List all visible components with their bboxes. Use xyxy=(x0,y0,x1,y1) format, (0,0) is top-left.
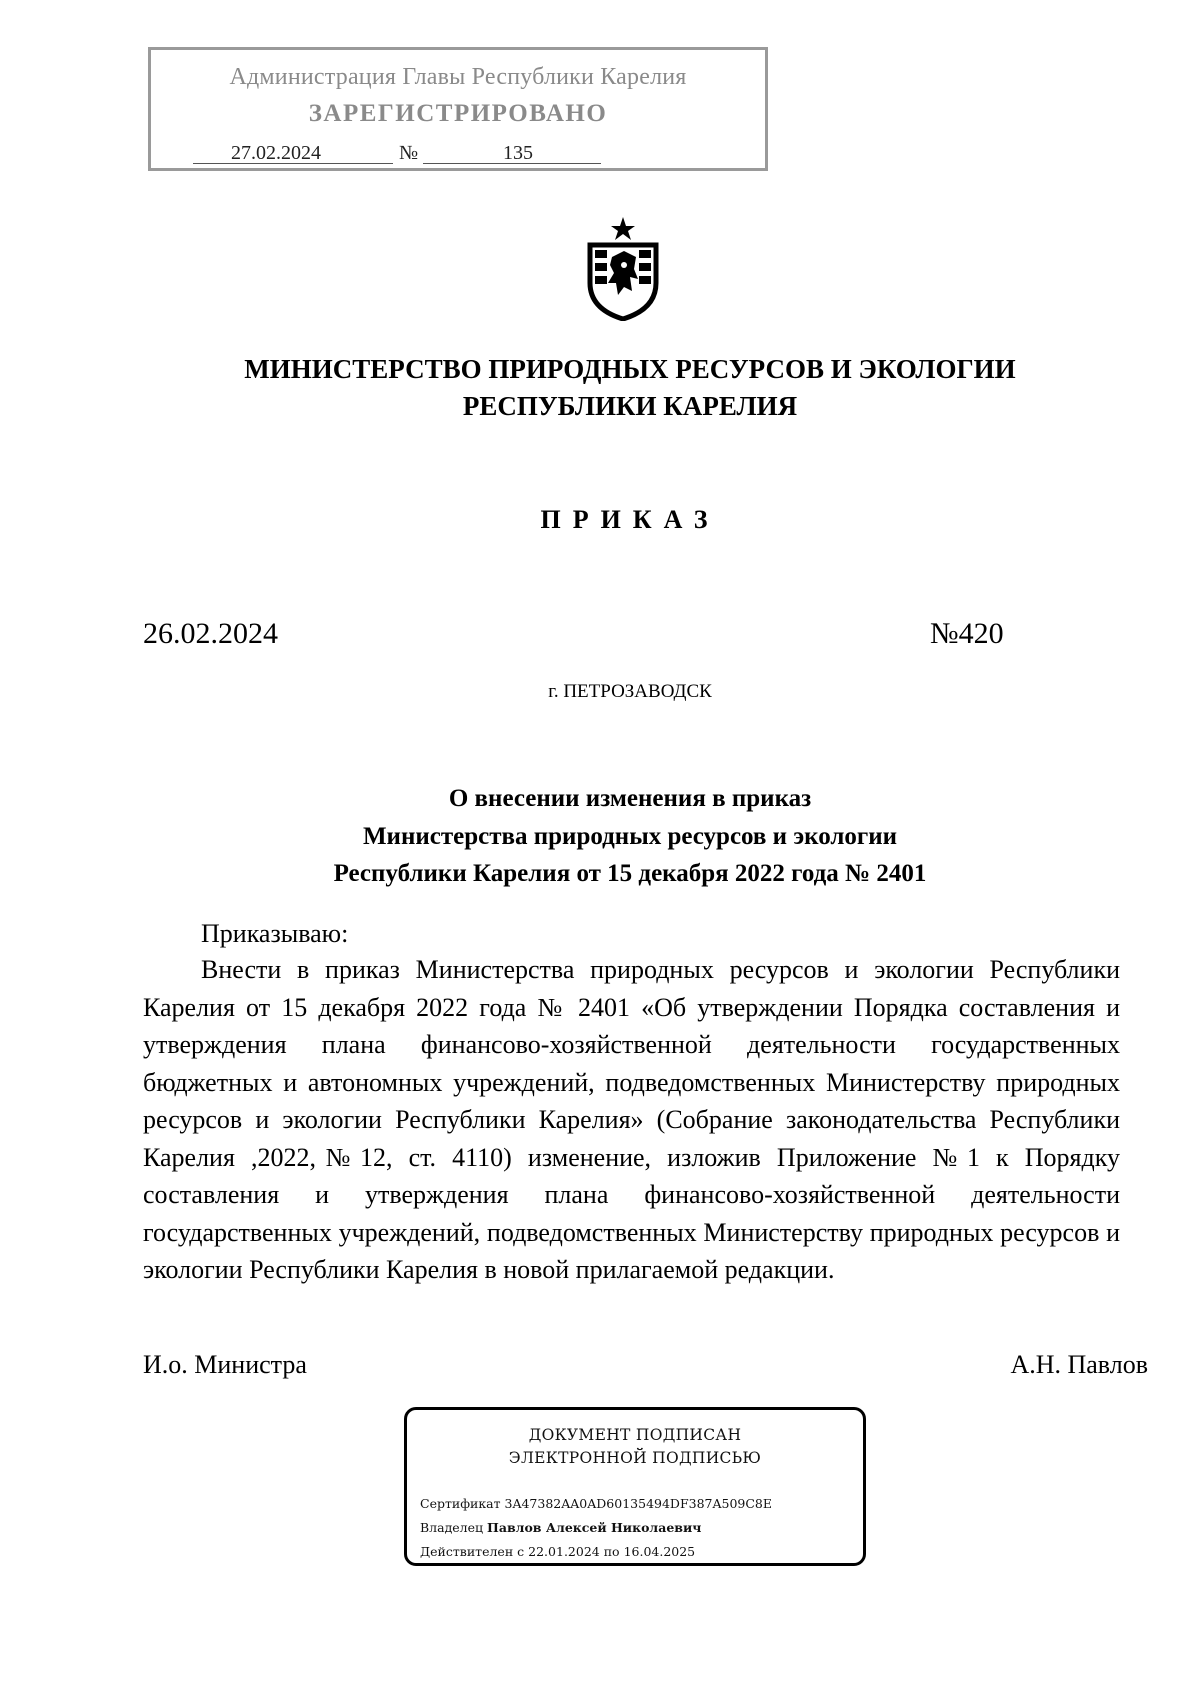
ministry-name-line1: МИНИСТЕРСТВО ПРИРОДНЫХ РЕСУРСОВ И ЭКОЛОГИИ xyxy=(244,354,1016,384)
registration-organization: Администрация Главы Республики Карелия xyxy=(229,64,687,90)
registration-number-label: № xyxy=(399,142,419,164)
document-date: 26.02.2024 xyxy=(143,617,278,650)
registration-stamp xyxy=(148,47,768,171)
subject-line3: Республики Карелия от 15 декабря 2022 года № 2401 xyxy=(333,860,927,887)
esig-owner xyxy=(420,1520,701,1535)
esig-valid-from: 22.01.2024 xyxy=(528,1544,600,1559)
esig-title-line1: ДОКУМЕНТ ПОДПИСАН xyxy=(528,1426,742,1444)
order-body-text: Внести в приказ Министерства природных ресурсов и экологии Республики Карелия от 15 декабря 2022 года № 2401 «Об утверждении Порядка составления и утверждения плана финансово-хозяйственной деятельности государственных бюджетных и автономных учреждений, подведомственных Министерству природных ресурсов и экологии Республики Карелия» (Собрание законодательства Республики Карелия ,2022,№12, ст. 4110) изменение, изложив Приложение №1 к Порядку составления и утверждения плана финансово-хозяйственной деятельности государственных учреждений, подведомственных Министерству природных ресурсов и экологии Республики Карелия в новой прилагаемой редакции. xyxy=(143,955,1120,1284)
esig-cert-label: Сертификат xyxy=(420,1496,501,1511)
esig-valid-to: 16.04.2025 xyxy=(623,1544,696,1559)
esig-certificate xyxy=(420,1496,772,1511)
registration-date: 27.02.2024 xyxy=(193,142,393,164)
esig-cert-value: 3A47382AA0AD60135494DF387A509C8E xyxy=(504,1496,773,1511)
esig-owner-label: Владелец xyxy=(420,1520,484,1535)
subject-line1: О внесении изменения в приказ xyxy=(448,785,812,812)
electronic-signature-stamp xyxy=(404,1407,866,1566)
esig-validity xyxy=(420,1544,695,1559)
karelia-coat-of-arms-icon xyxy=(584,217,662,321)
esig-owner-value: Павлов Алексей Николаевич xyxy=(487,1520,702,1535)
document-city: г. ПЕТРОЗАВОДСК xyxy=(548,681,712,702)
registration-status: ЗАРЕГИСТРИРОВАНО xyxy=(308,100,608,127)
subject-line2: Министерства природных ресурсов и экологии xyxy=(362,823,898,850)
document-type: ПРИКАЗ xyxy=(540,505,720,534)
document-number: №420 xyxy=(930,617,1004,650)
order-word: Приказываю: xyxy=(201,919,349,948)
ministry-name-line2: РЕСПУБЛИКИ КАРЕЛИЯ xyxy=(462,391,798,421)
signatory-role: И.о. Министра xyxy=(143,1350,307,1379)
esig-title-line2: ЭЛЕКТРОННОЙ ПОДПИСЬЮ xyxy=(508,1449,762,1467)
signatory-name: А.Н. Павлов xyxy=(1010,1350,1148,1379)
esig-valid-label: Действителен xyxy=(420,1544,514,1559)
esig-valid-from-label: с xyxy=(517,1544,525,1559)
registration-number: 135 xyxy=(423,142,601,164)
esig-valid-to-label: по xyxy=(603,1544,620,1559)
